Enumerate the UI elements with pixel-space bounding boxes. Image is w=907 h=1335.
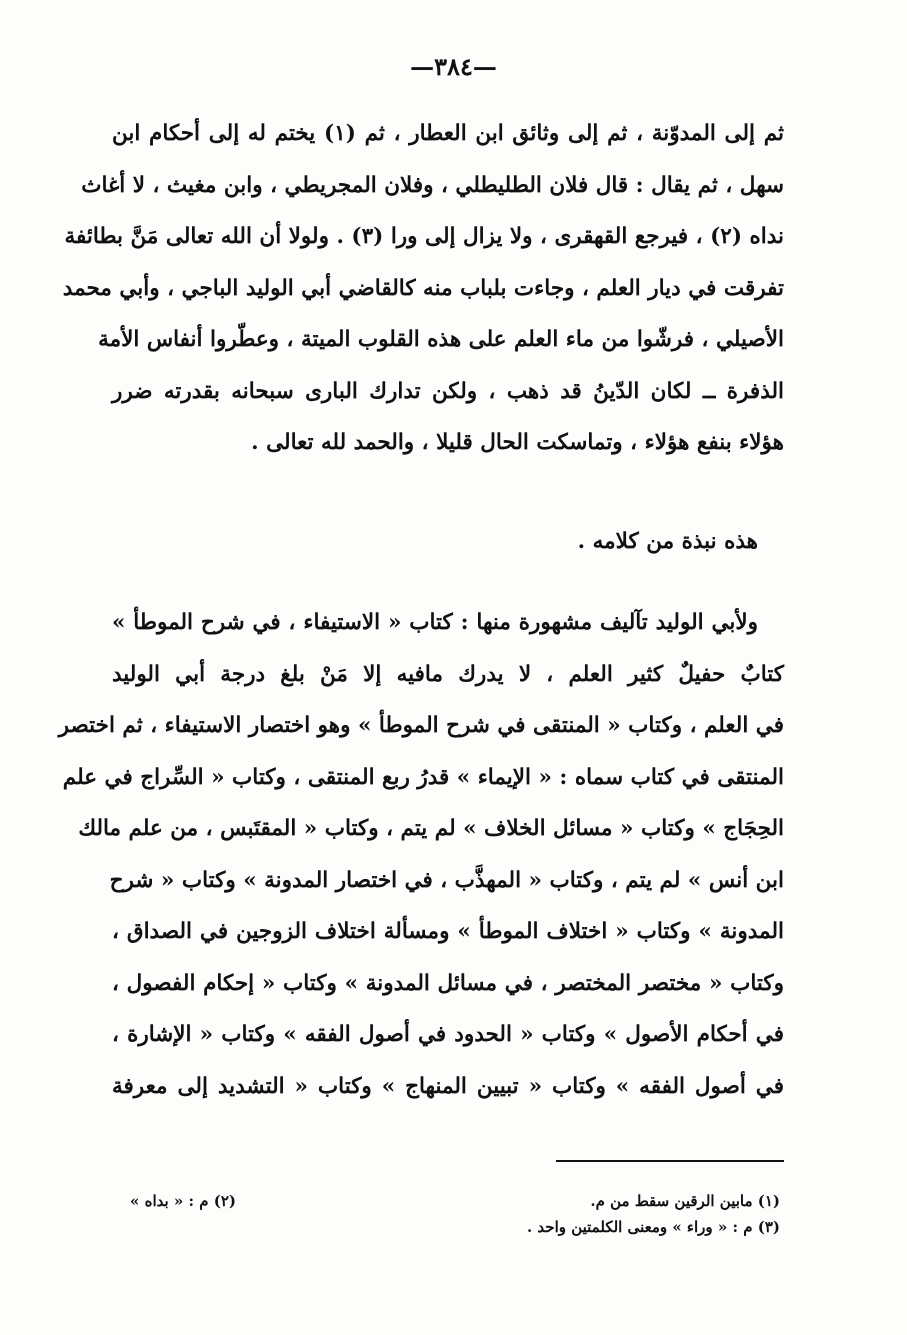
footnote-3: (٣) م : « وراء » ومعنى الكلمتين واحد . [526, 1218, 780, 1236]
paragraph-1 [62, 108, 784, 469]
text-line: هؤلاء بنفع هؤلاء ، وتماسكت الحال قليلا ، والحمد لله تعالى . [251, 430, 784, 455]
text-line: ابن أنس » لم يتم ، وكتاب « المهذَّب ، في اختصار المدونة » وكتاب « شرح [109, 867, 784, 893]
text-line: في أصول الفقه » وكتاب « تبيين المنهاج » وكتاب « التشديد إلى معرفة [112, 1073, 784, 1099]
text-line: في العلم ، وكتاب « المنتقى في شرح الموطأ » وهو اختصار الاستيفاء ، ثم اختصر [58, 713, 784, 738]
footnote-2: (٢) م : « بداه » [130, 1192, 237, 1210]
footnotes [112, 1188, 784, 1240]
text-line: نداه (٢) ، فيرجع القهقرى ، ولا يزال إلى ورا (٣) . ولولا أن الله تعالى مَنَّ بطائفة [64, 224, 784, 249]
text-line: كتابٌ حفيلٌ كثير العلم ، لا يدرك مافيه إلا مَنْ بلغ درجة أبي الوليد [112, 661, 784, 687]
text-line: تفرقت في ديار العلم ، وجاءت بلباب منه كالقاضي أبي الوليد الباجي ، وأبي محمد [62, 275, 784, 301]
paragraph-2 [112, 516, 784, 568]
footnote-row [112, 1188, 784, 1214]
text-line: سهل ، ثم يقال : قال فلان الطليطلي ، وفلان المجريطي ، وابن مغيث ، لا أغاث [81, 172, 784, 198]
text-line: المنتقى في كتاب سماه : « الإيماء » قدرُ ربع المنتقى ، وكتاب « السِّراج في علم [62, 764, 784, 790]
text-line: ولأبي الوليد تآليف مشهورة منها : كتاب « الاستيفاء ، في شرح الموطأ » [112, 610, 758, 635]
text-line: ثم إلى المدوّنة ، ثم إلى وثائق ابن العطار ، ثم (١) يختم له إلى أحكام ابن [112, 121, 784, 146]
text-line: المدونة » وكتاب « اختلاف الموطأ » ومسألة اختلاف الزوجين في الصداق ، [112, 919, 784, 944]
text-line: وكتاب « مختصر المختصر ، في مسائل المدونة » وكتاب « إحكام الفصول ، [112, 970, 784, 996]
footnote-row [112, 1214, 784, 1240]
footnote-divider [556, 1160, 784, 1162]
text-line: هذه نبذة من كلامه . [577, 529, 758, 554]
footnote-1: (١) مابين الرقين سقط من م. [590, 1192, 780, 1210]
paragraph-3 [58, 597, 784, 1112]
text-line: في أحكام الأصول » وكتاب « الحدود في أصول الفقه » وكتاب « الإشارة ، [112, 1022, 784, 1047]
text-line: الذفرة ــ لكان الدّينُ قد ذهب ، ولكن تدارك البارى سبحانه بقدرته ضرر [112, 378, 784, 404]
page-number: —٣٨٤— [410, 52, 497, 81]
text-line: الأصيلي ، فرشّوا من ماء العلم على هذه القلوب الميتة ، وعطّروا أنفاس الأمة [98, 327, 784, 352]
text-line: الحِجَاج » وكتاب « مسائل الخلاف » لم يتم ، وكتاب « المقتَبس ، من علم مالك [78, 816, 784, 841]
